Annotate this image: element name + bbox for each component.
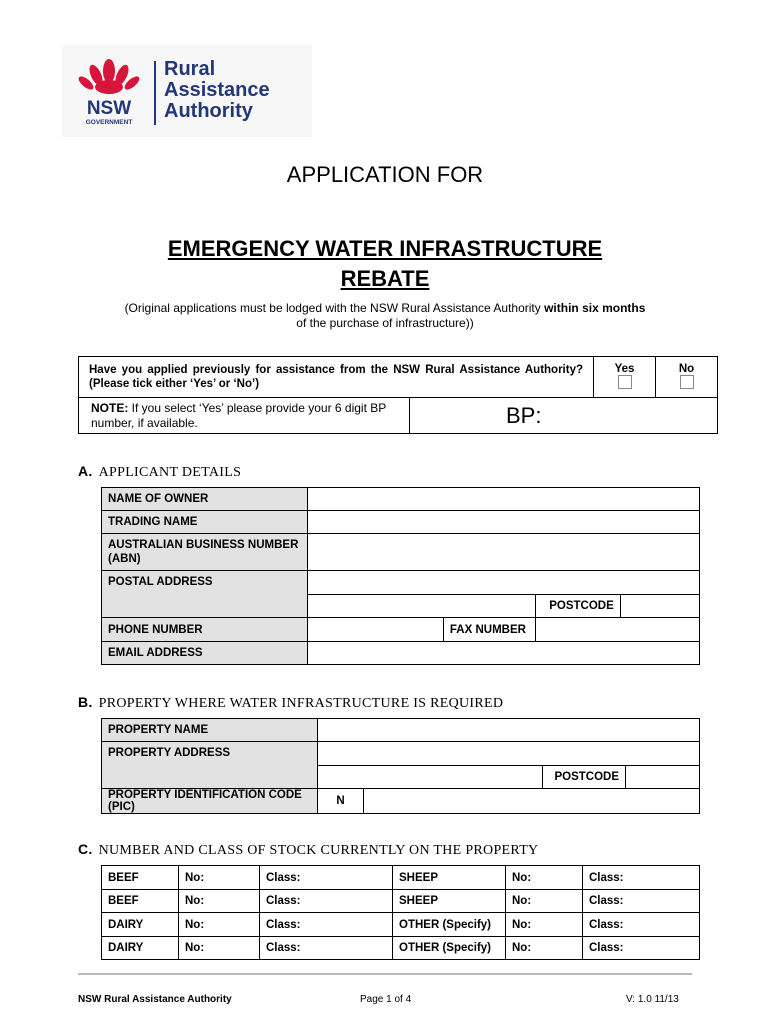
authority-name: [164, 59, 270, 122]
title-line: EMERGENCY WATER INFRASTRUCTURE: [167, 236, 603, 261]
property-name-label: PROPERTY NAME: [102, 719, 318, 742]
name-of-owner-input[interactable]: [307, 488, 699, 511]
no-checkbox[interactable]: [680, 375, 694, 389]
footer-divider: [78, 973, 692, 975]
stock-class-b[interactable]: Class:: [583, 890, 700, 913]
stock-class-a[interactable]: Class:: [260, 913, 393, 937]
note-text: (Original applications must be lodged with the NSW Rural Assistance Authority: [124, 301, 545, 315]
postcode-label: POSTCODE: [536, 595, 620, 618]
bp-note-text: If you select ‘Yes’ please provide your 6 digit BP number, if available.: [91, 400, 387, 430]
property-address-label: PROPERTY ADDRESS: [102, 742, 318, 789]
postal-address-input[interactable]: [307, 571, 699, 595]
nsw-raa-logo: [62, 45, 312, 137]
stock-type-a: BEEF: [102, 890, 179, 913]
phone-number-label: PHONE NUMBER: [102, 618, 308, 642]
property-name-input[interactable]: [318, 719, 700, 742]
stock-row: [102, 913, 700, 937]
title-line: REBATE: [340, 266, 430, 291]
property-address-line2-input[interactable]: [318, 766, 543, 789]
stock-type-a: BEEF: [102, 866, 179, 890]
postal-address-label: POSTAL ADDRESS: [102, 571, 308, 618]
stock-number-a[interactable]: No:: [179, 866, 260, 890]
property-details-table: [101, 718, 700, 814]
title-application-for: APPLICATION FOR: [286, 162, 484, 187]
pic-label: PROPERTY IDENTIFICATION CODE (PIC): [102, 789, 318, 814]
abn-input[interactable]: [307, 534, 699, 571]
note-text: of the purchase of infrastructure)): [296, 316, 474, 330]
title-rebate-name: [0, 234, 770, 294]
stock-class-a[interactable]: Class:: [260, 890, 393, 913]
nsw-wordmark: NSW: [86, 98, 132, 119]
footer-page-number: Page 1 of 4: [360, 994, 412, 1005]
bp-number-field[interactable]: [410, 398, 718, 434]
authority-name-line: Assistance: [164, 79, 270, 101]
section-b-letter: B.: [78, 694, 93, 710]
section-b-title: PROPERTY WHERE WATER INFRASTRUCTURE IS REQUIRED: [98, 696, 504, 711]
stock-row: [102, 937, 700, 960]
stock-number-a[interactable]: No:: [179, 913, 260, 937]
property-postcode-label: POSTCODE: [543, 766, 626, 789]
section-b-heading: [78, 694, 503, 712]
section-a-letter: A.: [78, 463, 93, 479]
stock-number-b[interactable]: No:: [506, 913, 583, 937]
footer-version: V: 1.0 11/13: [626, 994, 679, 1005]
government-wordmark: GOVERNMENT: [85, 119, 133, 126]
name-of-owner-label: NAME OF OWNER: [102, 488, 308, 511]
stock-number-a[interactable]: No:: [179, 937, 260, 960]
lodgement-note: [90, 301, 680, 331]
phone-number-input[interactable]: [307, 618, 443, 642]
yes-cell: [594, 357, 656, 398]
fax-number-input[interactable]: [536, 618, 700, 642]
pic-prefix: N: [318, 789, 364, 814]
postcode-input[interactable]: [620, 595, 699, 618]
bp-note: [79, 398, 410, 434]
abn-label: AUSTRALIAN BUSINESS NUMBER (ABN): [102, 534, 308, 571]
section-a-heading: [78, 463, 241, 481]
pic-input[interactable]: [364, 789, 700, 814]
fax-number-label: FAX NUMBER: [443, 618, 535, 642]
stock-number-a[interactable]: No:: [179, 890, 260, 913]
stock-table: [101, 865, 700, 960]
no-label: No: [678, 363, 695, 375]
stock-type-b: SHEEP: [393, 890, 506, 913]
section-c-heading: [78, 841, 538, 859]
stock-type-a: DAIRY: [102, 913, 179, 937]
yes-checkbox[interactable]: [618, 375, 632, 389]
stock-class-b[interactable]: Class:: [583, 866, 700, 890]
yes-label: Yes: [614, 363, 635, 375]
stock-type-a: DAIRY: [102, 937, 179, 960]
bp-label: BP:: [506, 402, 542, 428]
stock-class-b[interactable]: Class:: [583, 913, 700, 937]
stock-type-b: SHEEP: [393, 866, 506, 890]
stock-row: [102, 890, 700, 913]
trading-name-label: TRADING NAME: [102, 511, 308, 534]
bp-note-label: NOTE:: [91, 400, 129, 415]
previous-assistance-table: [78, 356, 718, 434]
trading-name-input[interactable]: [307, 511, 699, 534]
stock-number-b[interactable]: No:: [506, 937, 583, 960]
property-address-input[interactable]: [318, 742, 700, 766]
no-cell: [656, 357, 718, 398]
stock-type-b: OTHER (Specify): [393, 913, 506, 937]
footer-org: NSW Rural Assistance Authority: [78, 994, 232, 1005]
email-address-label: EMAIL ADDRESS: [102, 642, 308, 665]
applicant-details-table: [101, 487, 700, 665]
authority-name-line: Authority: [164, 100, 253, 122]
previous-assistance-question: Have you applied previously for assistance from the NSW Rural Assistance Authority? (Please tick either ‘Yes’ or ‘No’): [79, 357, 594, 398]
stock-number-b[interactable]: No:: [506, 866, 583, 890]
logo-divider: [154, 61, 156, 125]
stock-number-b[interactable]: No:: [506, 890, 583, 913]
postal-address-line2-input[interactable]: [307, 595, 536, 618]
waratah-icon: [76, 57, 142, 127]
stock-class-a[interactable]: Class:: [260, 937, 393, 960]
email-address-input[interactable]: [307, 642, 699, 665]
property-postcode-input[interactable]: [626, 766, 700, 789]
section-a-title: APPLICANT DETAILS: [98, 465, 242, 480]
authority-name-line: Rural: [164, 58, 216, 80]
stock-class-b[interactable]: Class:: [583, 937, 700, 960]
section-c-letter: C.: [78, 841, 93, 857]
note-emphasis: within six months: [544, 301, 646, 315]
stock-row: [102, 866, 700, 890]
stock-class-a[interactable]: Class:: [260, 866, 393, 890]
section-c-title: NUMBER AND CLASS OF STOCK CURRENTLY ON THE PROPERTY: [98, 843, 539, 858]
stock-type-b: OTHER (Specify): [393, 937, 506, 960]
